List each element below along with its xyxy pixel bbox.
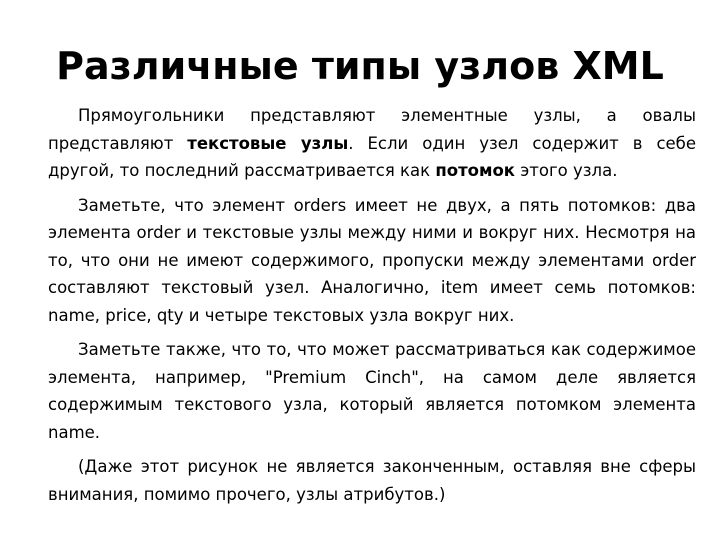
- paragraph-1-text-e: этого узла.: [515, 161, 618, 180]
- paragraph-1: [48, 102, 696, 185]
- slide-title: Различные типы узлов XML: [56, 44, 664, 88]
- paragraph-1-text-a: Прямоугольники представляют элементные узлы, а овалы представляют: [48, 106, 696, 153]
- paragraph-2: Заметьте, что элемент orders имеет не двух, а пять потомков: два элемента order и текстовые узлы между ними и вокруг них. Несмотря на то, что они не имеют содержимого, пропуски между элементами order составляют текстовый узел. Аналогично, item имеет семь потомков: name, price, qty и четыре текстовых узла вокруг них.: [48, 195, 696, 325]
- slide-body: [48, 102, 696, 515]
- paragraph-1-bold-text-nodes: текстовые узлы: [187, 133, 349, 153]
- paragraph-1-bold-child: потомок: [435, 161, 515, 180]
- paragraph-4: (Даже этот рисунок не является законченным, оставляя вне сферы внимания, помимо прочего, узлы атрибутов.): [48, 457, 696, 504]
- paragraph-1-text-c: . Если один узел содержит в себе другой, то последний рассматривается как: [48, 133, 696, 180]
- paragraph-3: Заметьте также, что то, что может рассматриваться как содержимое элемента, например, "Premium Cinch", на самом деле является содержимым текстового узла, который является потомком элемента name.: [48, 340, 696, 442]
